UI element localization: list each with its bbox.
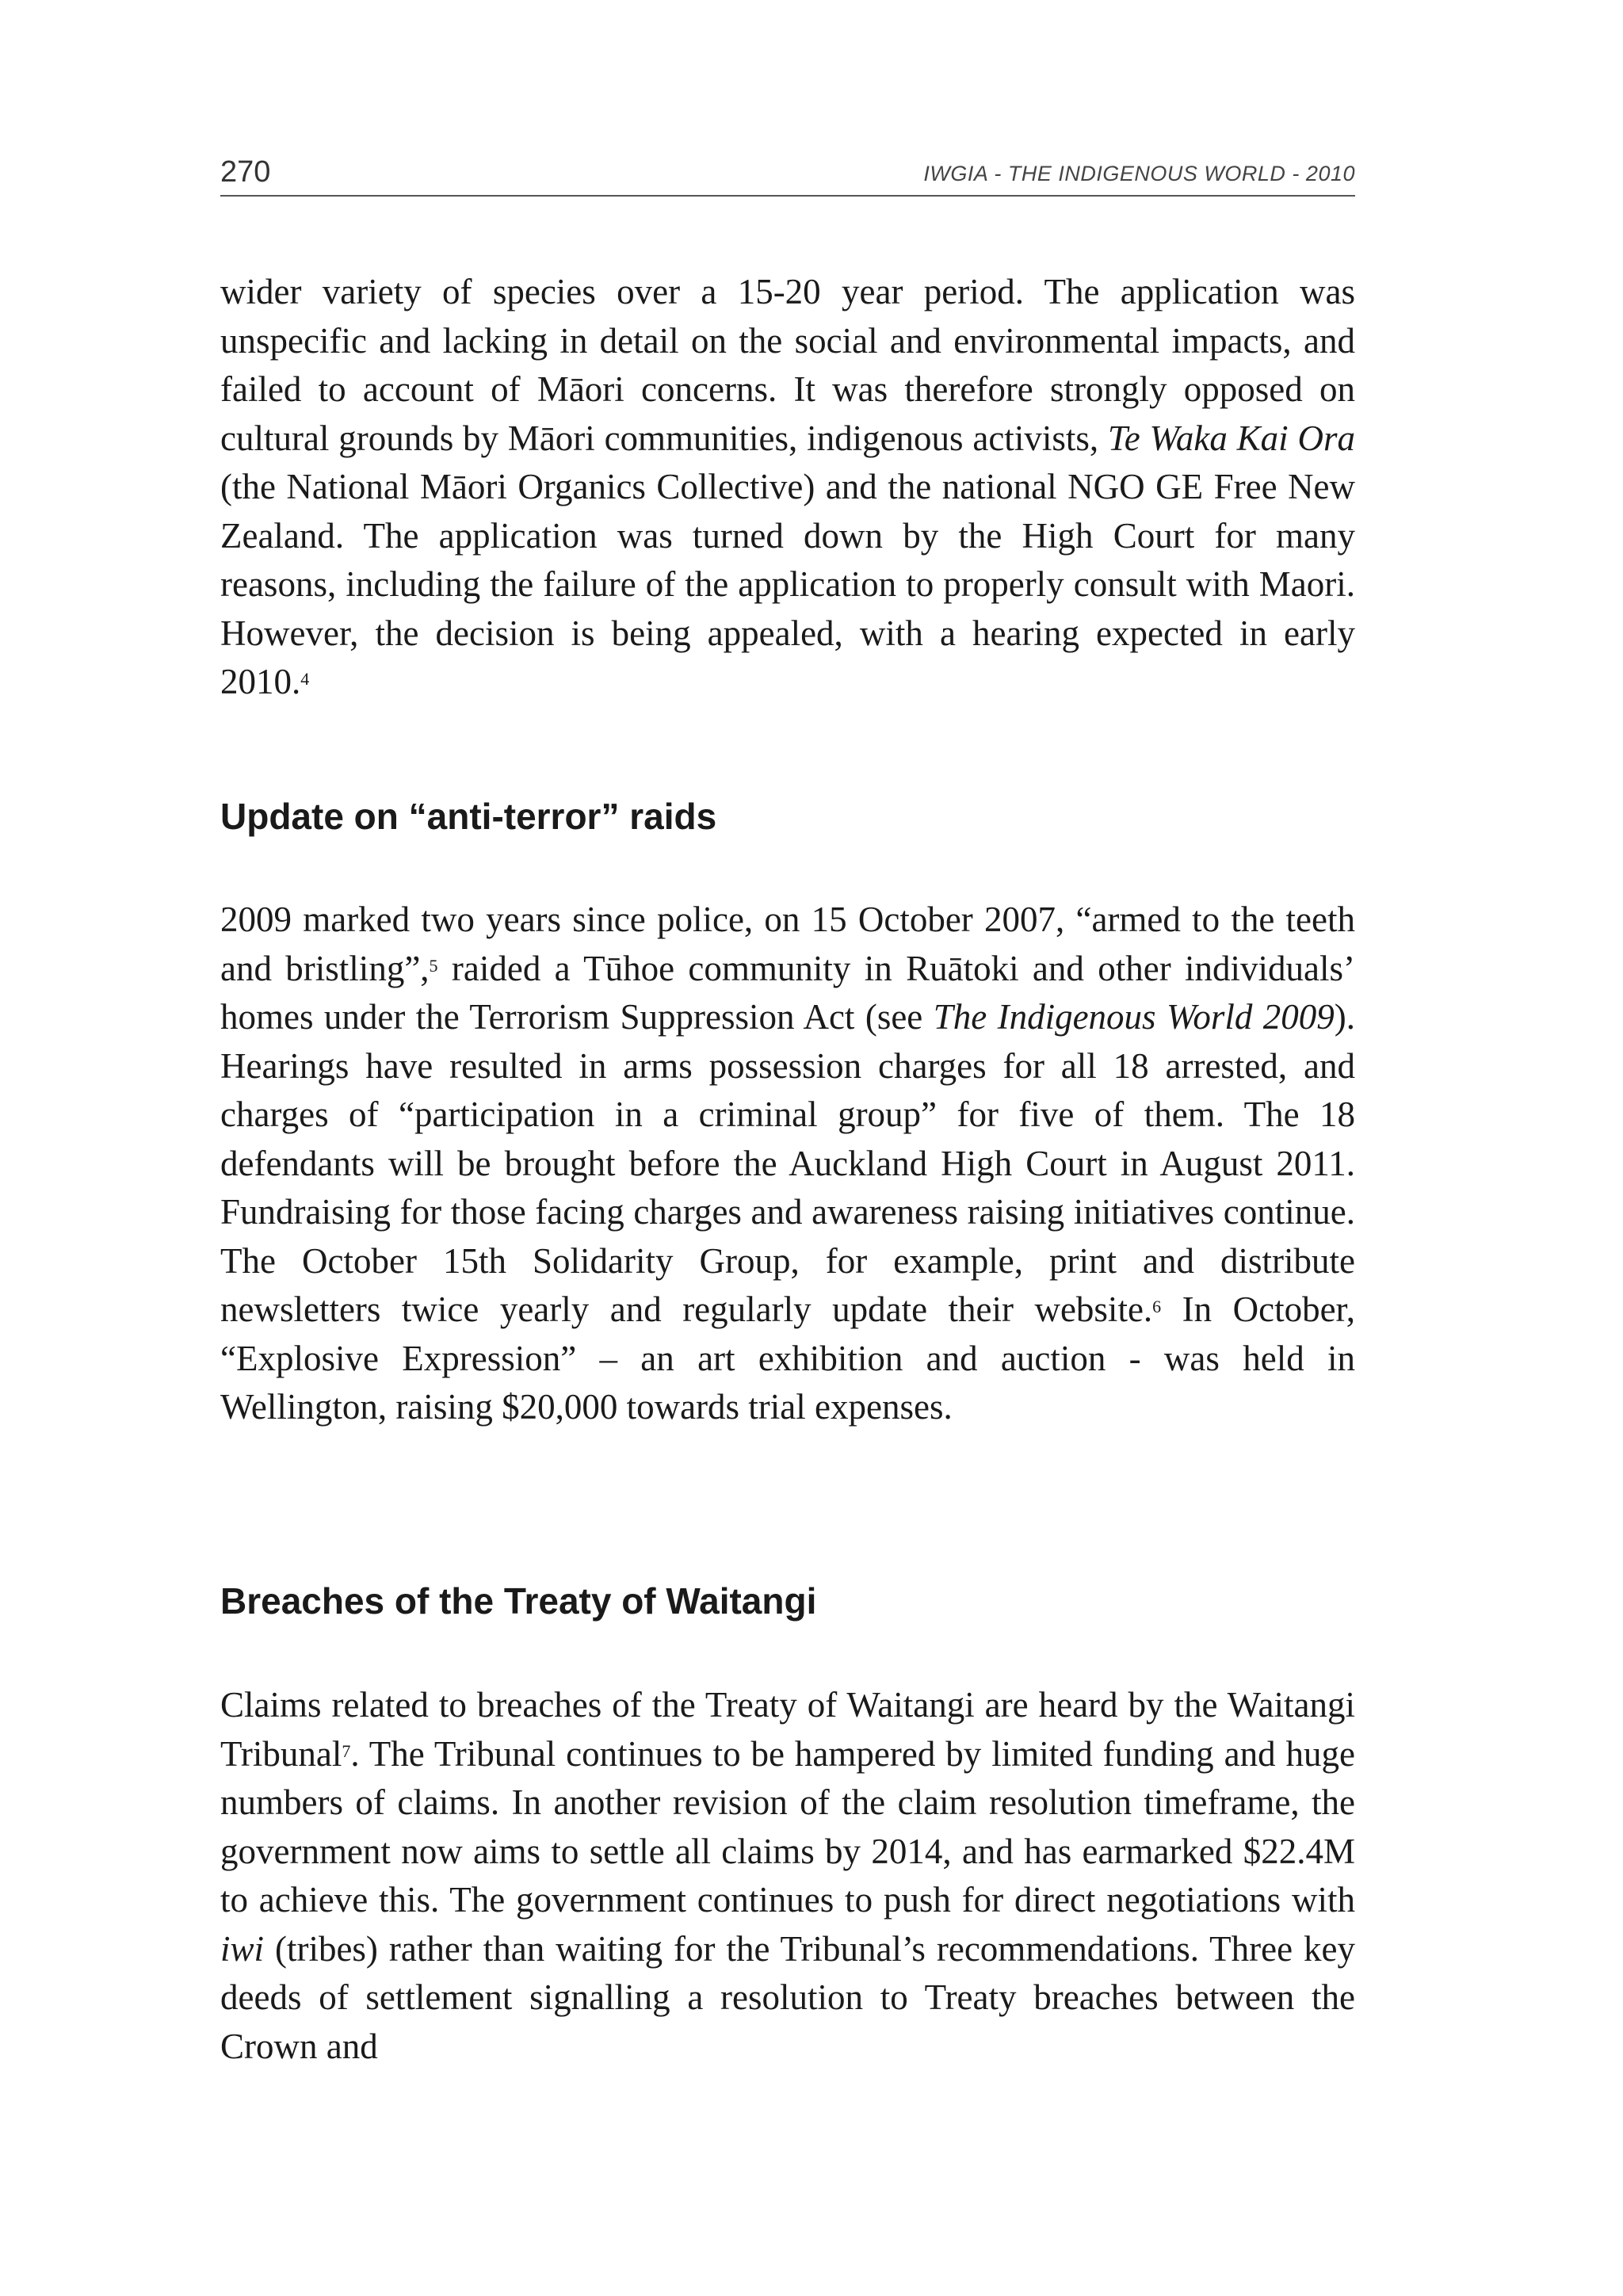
paragraph-text: (the National Māori Organics Collective) and the national NGO GE Free New Zealand. The application was turned down by the High Court for many reasons, including the failure of the application to properly consult with Maori. However, the decision is being appealed, with a hearing expected in early 2010. <box>220 467 1355 701</box>
paragraph-italic-text: The Indigenous World 2009 <box>933 997 1335 1037</box>
footnote-marker: 4 <box>300 669 310 689</box>
page-number: 270 <box>220 155 271 189</box>
section-paragraph <box>220 896 1355 1432</box>
section-heading: Breaches of the Treaty of Waitangi <box>220 1580 817 1622</box>
paragraph-continuation <box>220 268 1355 707</box>
section-heading: Update on “anti-terror” raids <box>220 796 717 837</box>
running-header <box>220 155 1355 197</box>
section-paragraph <box>220 1681 1355 2071</box>
footnote-marker: 5 <box>429 955 438 976</box>
paragraph-text: raided a Tūhoe community in Ruātoki and other individuals’ homes under the Terrorism Suppression Act (see <box>220 948 1355 1037</box>
paragraph-italic-text: Te Waka Kai Ora <box>1107 418 1355 458</box>
paragraph-text: ). Hearings have resulted in arms possession charges for all 18 arrested, and charges of “participation in a criminal group” for five of them. The 18 defendants will be brought before the Auckland High Court in August 2011. Fundraising for those facing charges and awareness raising initiatives continue. The October 15th Solidarity Group, for example, print and distribute newsletters twice yearly and regularly update their website. <box>220 997 1355 1329</box>
footnote-marker: 6 <box>1152 1297 1162 1316</box>
paragraph-text: (tribes) rather than waiting for the Tribunal’s recommendations. Three key deeds of settlement signalling a resolution to Treaty breaches between the Crown and <box>220 1928 1355 2066</box>
paragraph-text: wider variety of species over a 15-20 year period. The application was unspecific and lacking in detail on the social and environmental impacts, and failed to account of Māori concerns. It was therefore strongly opposed on cultural grounds by Māori communities, indigenous activists, <box>220 272 1355 458</box>
paragraph-text: In October, “Explosive Expression” – an art exhibition and auction - was held in Wellington, raising $20,000 towards trial expenses. <box>220 1289 1355 1427</box>
paragraph-italic-text: iwi <box>220 1928 265 1969</box>
paragraph-text: Claims related to breaches of the Treaty of Waitangi are heard by the Waitangi Tribunal <box>220 1685 1355 1774</box>
footnote-marker: 7 <box>342 1740 351 1761</box>
running-title: IWGIA - THE INDIGENOUS WORLD - 2010 <box>923 162 1355 185</box>
paragraph-text: . The Tribunal continues to be hampered by limited funding and huge numbers of claims. In another revision of the claim resolution timeframe, the government now aims to settle all claims by 2014, and has earmarked $22.4M to achieve this. The government continues to push for direct negotiations with <box>220 1733 1355 1920</box>
paragraph-text: 2009 marked two years since police, on 15 October 2007, “armed to the teeth and bristling”, <box>220 900 1355 988</box>
